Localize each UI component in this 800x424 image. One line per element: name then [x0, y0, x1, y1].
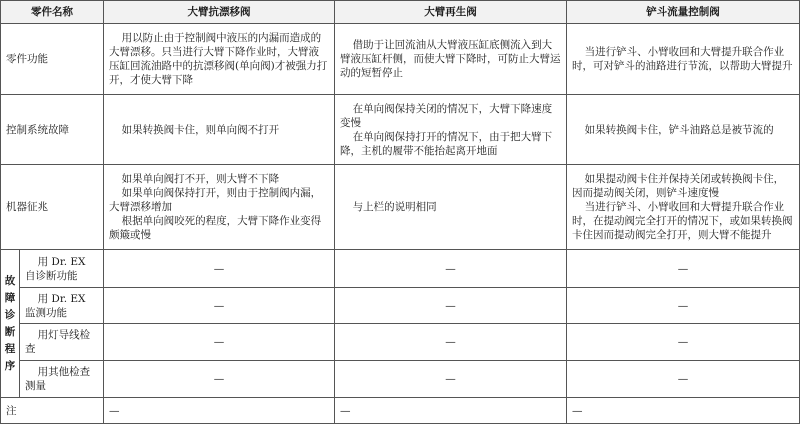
- diagnosis-4-regeneration: —: [335, 361, 567, 398]
- diagnosis-char-4: 断: [4, 325, 16, 338]
- diagnosis-1-bucket-flow: —: [567, 250, 800, 288]
- row-label-symptom: [0, 165, 104, 250]
- fault-regeneration: [335, 95, 567, 165]
- symptom-regeneration-text: 与上栏的说明相同: [352, 201, 437, 213]
- diagnosis-group-label: [0, 250, 20, 398]
- note-regeneration: —: [335, 398, 567, 424]
- diagnosis-2-bucket-flow: —: [567, 288, 800, 324]
- symptom-bucket-flow: [567, 165, 800, 250]
- diagnosis-2-anti-drift: —: [104, 288, 335, 324]
- fault-anti-drift: [104, 95, 335, 165]
- diagnosis-1-anti-drift: —: [104, 250, 335, 288]
- function-anti-drift: [104, 24, 335, 95]
- diagnosis-4-bucket-flow: —: [567, 361, 800, 398]
- header-bucket-flow-control-valve: 铲斗流量控制阀: [567, 0, 800, 24]
- symptom-anti-drift-text-c: 根据单向阀咬死的程度，大臂下降作业变得颇簸或慢: [109, 215, 322, 241]
- note-anti-drift: —: [104, 398, 335, 424]
- function-regeneration-text: 借助于让回流油从大臂液压缸底侧流入到大臂液压缸杆侧，而使大臂下降时，可防止大臂运动的短暂停止: [340, 39, 561, 79]
- diagnosis-other-check-text: 用其他检查测量: [25, 366, 91, 392]
- header-boom-anti-drift-valve: 大臂抗漂移阀: [104, 0, 335, 24]
- diagnosis-3-bucket-flow: —: [567, 324, 800, 361]
- diagnosis-4-anti-drift: —: [104, 361, 335, 398]
- diagnosis-char-5: 程: [4, 342, 16, 355]
- row-label-symptom-text: 机器征兆: [6, 201, 48, 213]
- symptom-anti-drift-text-a: 如果单向阀打不开，则大臂不下降: [121, 173, 280, 185]
- fault-anti-drift-text: 如果转换阀卡住，则单向阀不打开: [121, 123, 280, 136]
- diagnosis-lamp-wire-label: [20, 324, 104, 361]
- fault-regeneration-text-b: 在单向阀保持打开的情况下，由于把大臂下降，主机的履带不能抬起离开地面: [340, 130, 553, 157]
- function-bucket-flow-text: 当进行铲斗、小臂收回和大臂提升联合作业时，可对铲斗的油路进行节流，以帮助大臂提升: [572, 46, 793, 72]
- diagnosis-monitor-label: [20, 288, 104, 324]
- diagnosis-1-regeneration: —: [335, 250, 567, 288]
- row-label-fault: [0, 95, 104, 165]
- function-anti-drift-text: 用以防止由于控制阀中液压的内漏而造成的大臂漂移。只当进行大臂下降作业时，大臂液压缸回流油路中的抗漂移阀(单向阀)才被强力打开，才使大臂下降: [109, 32, 328, 86]
- header-part-name: 零件名称: [0, 0, 104, 24]
- row-label-note: [0, 398, 104, 424]
- symptom-anti-drift-text-b: 如果单向阀保持打开，则由于控制阀内漏，大臂漂移增加: [109, 187, 322, 213]
- fault-regeneration-text-a: 在单向阀保持关闭的情况下，大臂下降速度变慢: [340, 102, 553, 129]
- row-label-function-text: 零件功能: [6, 53, 48, 65]
- symptom-regeneration: [335, 165, 567, 250]
- diagnosis-other-check-label: [20, 361, 104, 398]
- diagnosis-2-regeneration: —: [335, 288, 567, 324]
- diagnosis-monitor-text: 用 Dr. EX 监测功能: [25, 292, 86, 319]
- diagnosis-char-1: 故: [4, 274, 16, 287]
- function-bucket-flow: [567, 24, 800, 95]
- diagnosis-3-anti-drift: —: [104, 324, 335, 361]
- diagnosis-char-6: 序: [4, 359, 16, 372]
- diagnosis-char-2: 障: [4, 291, 16, 304]
- function-regeneration: [335, 24, 567, 95]
- header-boom-regeneration-valve: 大臂再生阀: [335, 0, 567, 24]
- diagnosis-self-diagnosis-text: 用 Dr. EX 自诊断功能: [25, 255, 86, 282]
- symptom-bucket-flow-text-a: 如果提动阀卡住并保持关闭或转换阀卡住，因而提动阀关闭，则铲斗速度慢: [572, 173, 785, 199]
- diagnosis-char-3: 诊: [4, 308, 16, 321]
- fault-bucket-flow-text: 如果转换阀卡住，铲斗油路总是被节流的: [584, 123, 774, 136]
- diagnosis-3-regeneration: —: [335, 324, 567, 361]
- note-bucket-flow: —: [567, 398, 800, 424]
- row-label-function: [0, 24, 104, 95]
- diagnosis-lamp-wire-text: 用灯导线检查: [25, 329, 91, 355]
- symptom-bucket-flow-text-b: 当进行铲斗、小臂收回和大臂提升联合作业时，在提动阀完全打开的情况下，或如果转换阀卡住因而提动阀完全打开，则大臂不能提升: [572, 201, 793, 241]
- diagnosis-self-diagnosis-label: [20, 250, 104, 288]
- row-label-fault-text: 控制系统故障: [6, 123, 69, 136]
- fault-bucket-flow: [567, 95, 800, 165]
- row-label-note-text: 注: [6, 404, 17, 417]
- symptom-anti-drift: [104, 165, 335, 250]
